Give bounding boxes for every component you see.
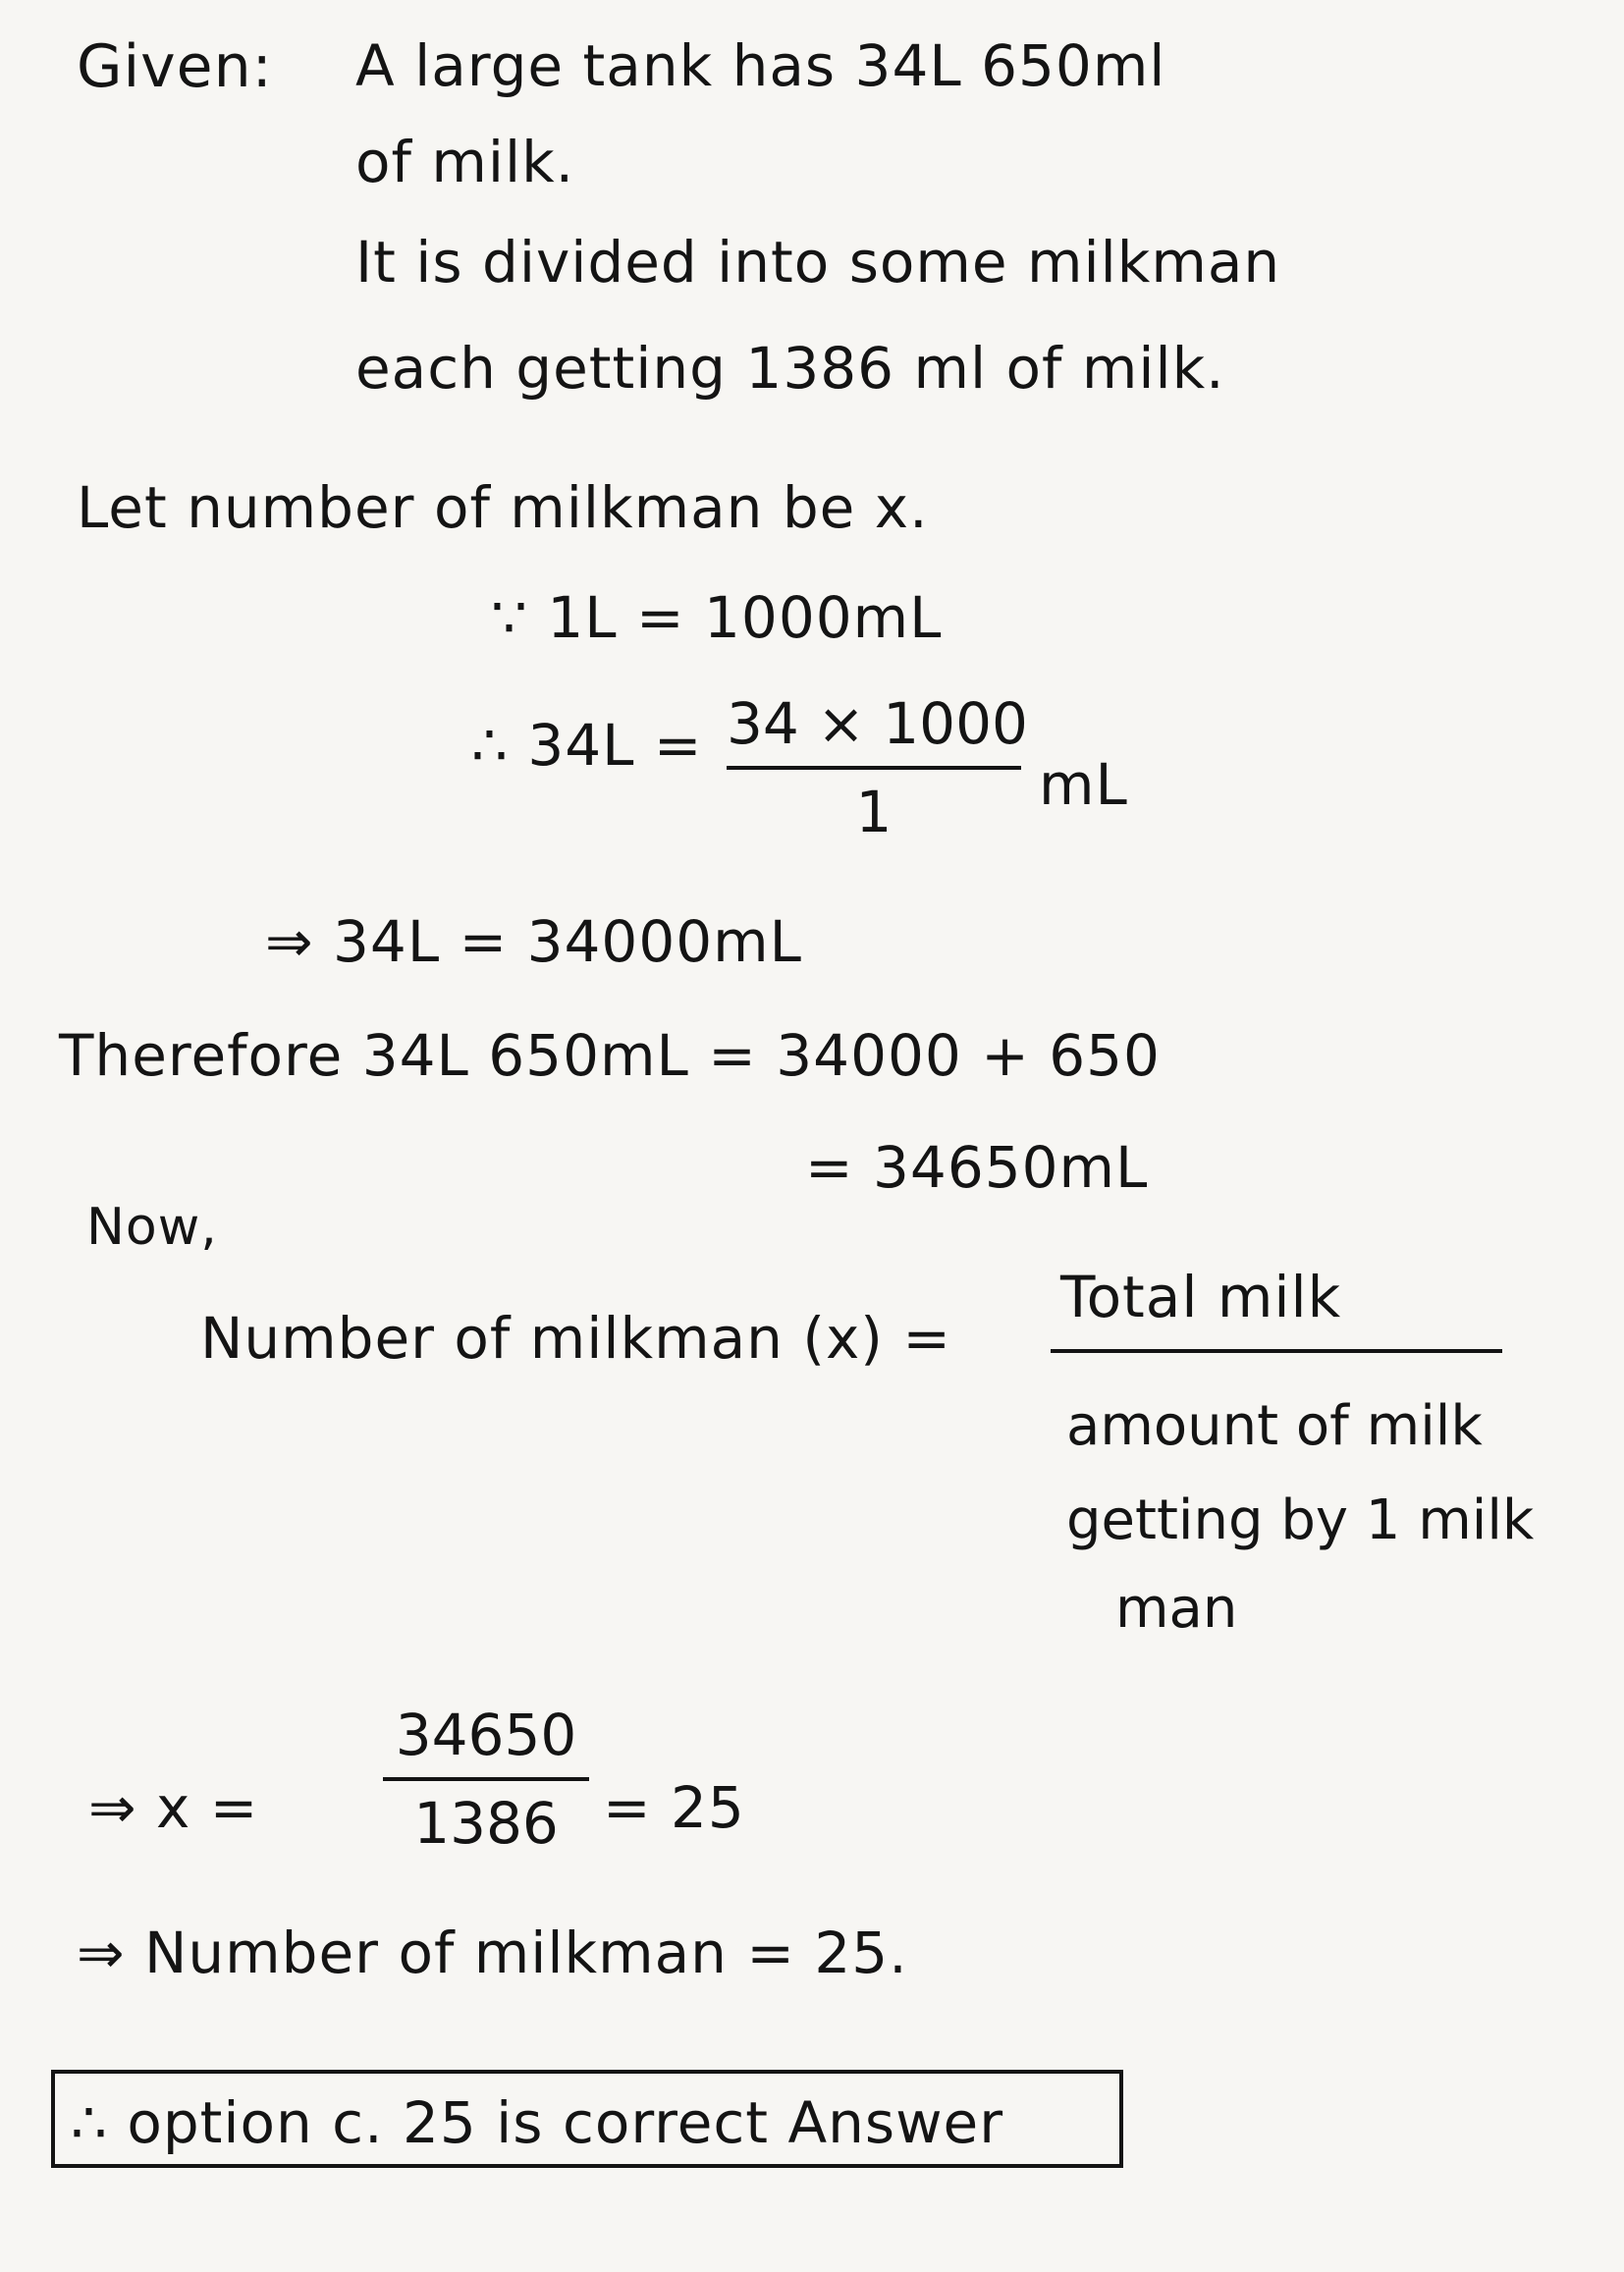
- because-line: ∵ 1L = 1000mL: [491, 584, 943, 651]
- answer-box: [51, 2070, 1123, 2168]
- calc-numerator: 34650: [395, 1702, 577, 1768]
- fraction-bar: [383, 1777, 589, 1781]
- therefore-left: ∴ 34L =: [471, 712, 703, 779]
- given-line-4: each getting 1386 ml of milk.: [355, 335, 1225, 402]
- calc-fraction: [383, 1702, 589, 1857]
- conversion-unit: mL: [1039, 751, 1128, 818]
- conversion-numerator: 34 × 1000: [727, 690, 1028, 757]
- formula-denominator-1: amount of milk: [1066, 1394, 1483, 1458]
- answer-text: ∴ option c. 25 is correct Answer: [71, 2089, 1004, 2156]
- formula-left: Number of milkman (x) =: [200, 1305, 951, 1372]
- conversion-fraction: [727, 690, 1028, 845]
- formula-denominator-3: man: [1115, 1577, 1238, 1641]
- formula-numerator: Total milk: [1060, 1264, 1342, 1330]
- calc-prefix: ⇒ x =: [88, 1774, 259, 1841]
- calc-result: = 25: [603, 1774, 745, 1841]
- now-label: Now,: [86, 1198, 218, 1257]
- given-line-2: of milk.: [355, 129, 575, 195]
- given-label: Given:: [77, 32, 273, 101]
- let-statement: Let number of milkman be x.: [77, 474, 929, 541]
- given-line-3: It is divided into some milkman: [355, 229, 1281, 296]
- given-line-1: A large tank has 34L 650ml: [355, 32, 1166, 99]
- total-line-1: Therefore 34L 650mL = 34000 + 650: [59, 1022, 1161, 1089]
- fraction-bar: [727, 766, 1021, 770]
- fraction-bar: [1051, 1349, 1502, 1353]
- formula-fraction-bar: [1051, 1349, 1502, 1353]
- conversion-result: ⇒ 34L = 34000mL: [265, 908, 802, 975]
- conclusion-line: ⇒ Number of milkman = 25.: [77, 1920, 908, 1986]
- conversion-denominator: 1: [855, 779, 893, 845]
- formula-denominator-2: getting by 1 milk: [1066, 1488, 1535, 1552]
- total-line-2: = 34650mL: [805, 1134, 1149, 1201]
- calc-denominator: 1386: [413, 1790, 559, 1857]
